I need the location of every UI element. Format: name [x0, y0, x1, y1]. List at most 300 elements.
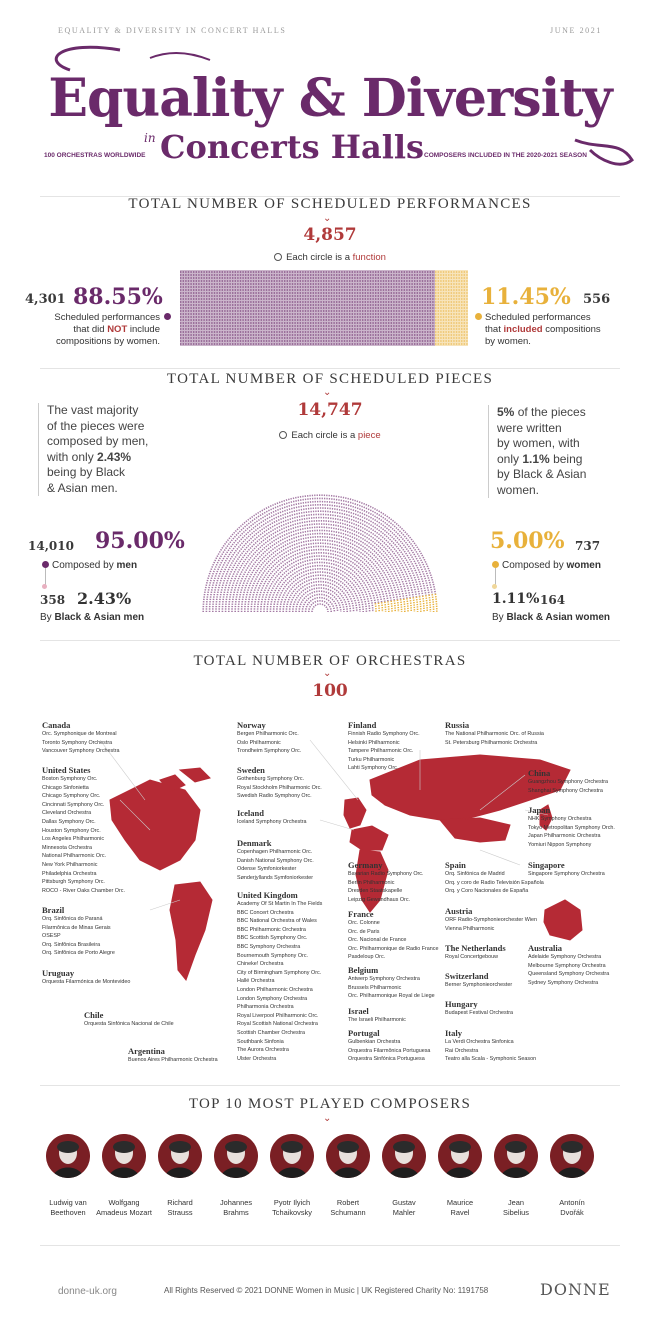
list-item: Boston Symphony Orc.: [42, 776, 98, 782]
performances-title: TOTAL NUMBER OF SCHEDULED PERFORMANCES: [128, 196, 532, 212]
list-item: La Verdi Orchestra Sinfonica: [445, 1039, 514, 1045]
composer-portrait: [494, 1134, 538, 1178]
group-russia: [445, 720, 544, 747]
list-item: Japan Philharmonic Orchestra: [528, 833, 601, 840]
composer-name: [430, 1198, 490, 1218]
list-item: London Philharmonic Orchestra: [237, 986, 313, 993]
pieces-note-right: [488, 405, 627, 498]
list-item: Tokyo Metropolitan Symphony Orch.: [528, 824, 615, 831]
group-china: [528, 768, 608, 795]
list-item: Berlin Philharmonic: [348, 879, 395, 886]
arc-women: [429, 595, 430, 612]
list-item: Orq. Sinfônica de Porto Alegre: [42, 950, 115, 957]
list-item: Orc. Nacional de France: [348, 937, 407, 944]
ba-men-count: 358: [40, 593, 66, 607]
list-item: Royal Scottish National Orchestra: [237, 1021, 318, 1028]
performances-hint: [0, 252, 660, 263]
pieces-title: TOTAL NUMBER OF SCHEDULED PIECES: [166, 371, 494, 387]
desc2a: that did: [73, 324, 105, 335]
list-item: NHK Symphony Orchestra: [528, 816, 592, 822]
country-label: Finland: [348, 720, 377, 730]
note-part: with only: [47, 449, 94, 464]
gold-dot: [475, 313, 482, 320]
ba-women-count: 164: [540, 593, 566, 607]
circle-icon: [274, 253, 282, 261]
footer-site[interactable]: donne-uk.org: [58, 1286, 117, 1297]
composer-last: Schumann: [330, 1208, 366, 1217]
composer-first: Pyotr Ilyich: [273, 1198, 311, 1207]
list-item: Trondheim Symphony Orc.: [237, 748, 302, 755]
group-australia: [528, 943, 609, 987]
purple-dot: [164, 313, 171, 320]
world-map: [0, 700, 660, 1100]
light-gold-dot: [492, 584, 497, 589]
composer-portrait: [158, 1134, 202, 1178]
list-item: Orq. Sinfônica do Paraná: [42, 916, 103, 922]
list-item: Los Angeles Philharmonic: [42, 836, 105, 843]
composer-last: Amadeus Mozart: [96, 1208, 152, 1217]
divider: [40, 368, 620, 369]
list-item: Iceland Symphony Orchestra: [237, 819, 307, 825]
desc2b: included: [503, 324, 543, 335]
list-item: Vienna Philharmonic: [445, 925, 495, 932]
list-item: Bavarian Radio Symphony Orc.: [348, 871, 424, 877]
list-item: Scottish Chamber Orchestra: [237, 1029, 306, 1036]
list-item: BBC Scottish Symphony Orc.: [237, 935, 308, 942]
perf-right-desc3: by women.: [485, 336, 531, 347]
country-label: Denmark: [237, 838, 272, 848]
hint-prefix: Each circle is a: [286, 252, 350, 263]
list-item: Berner Symphonieorchester: [445, 982, 513, 988]
list-item: Pasdeloup Orc.: [348, 954, 386, 961]
desc2b: NOT: [107, 324, 128, 335]
arc-women: [397, 600, 398, 612]
list-item: Shanghai Symphony Orchestra: [528, 787, 603, 794]
list-item: Orq. Sinfónica de Madrid: [445, 871, 505, 877]
list-item: ORF Radio-Symphonieorchester Wien: [445, 917, 537, 923]
list-item: Turku Philharmonic: [348, 756, 395, 763]
composer-name: [318, 1198, 378, 1218]
note-line: The vast majority: [47, 403, 139, 417]
perf-left-desc1: Scheduled performances: [54, 312, 160, 323]
country-label: Iceland: [237, 808, 264, 818]
list-item: Orquesta Filarmónica de Montevideo: [42, 979, 131, 985]
group-france: [348, 909, 439, 962]
pieces-total: 14,747: [297, 400, 363, 420]
perf-right-desc: [485, 312, 615, 348]
composer-last: Tchaikovsky: [272, 1208, 312, 1217]
list-item: Orc. de Paris: [348, 928, 380, 935]
list-item: Buenos Aires Philharmonic Orchestra: [128, 1057, 218, 1063]
men-pct: 95.00%: [95, 528, 185, 554]
country-label: Israel: [348, 1006, 369, 1016]
group-belgium: [348, 965, 435, 1001]
list-item: Odense Symfoniorkester: [237, 866, 297, 873]
circle-icon: [279, 431, 287, 439]
country-label: Australia: [528, 943, 562, 953]
chevron-down-icon: ⌄: [323, 1113, 332, 1124]
list-item: Orc. Philharmonique Royal de Liege: [348, 993, 435, 1000]
composer-portrait: [326, 1134, 370, 1178]
list-item: Philharmonia Orchestra: [237, 1004, 294, 1011]
group-portugal: [348, 1028, 430, 1064]
note-line: [47, 450, 187, 466]
country-label: Switzerland: [445, 971, 489, 981]
list-item: BBC National Orchestra of Wales: [237, 918, 317, 925]
list-item: Cincinnati Symphony Orc.: [42, 801, 105, 808]
note-line: [497, 452, 627, 468]
list-item: Yomiuri Nippon Symphony: [528, 841, 592, 848]
label-part: Composed by: [502, 560, 564, 571]
men-label: [52, 560, 137, 571]
composer-portrait: [102, 1134, 146, 1178]
gold-dot: [492, 561, 499, 568]
list-item: Pittsburgh Symphony Orc.: [42, 879, 105, 886]
composer-first: Jean: [507, 1198, 525, 1207]
group-germany: [348, 860, 424, 904]
list-item: Cleveland Orchestra: [42, 810, 92, 817]
list-item: Orq. y coro de Radio Televisión Española: [445, 879, 544, 886]
group-sweden: [237, 765, 322, 801]
list-item: Bournemouth Symphony Orc.: [237, 952, 309, 959]
label-part: women: [566, 560, 601, 571]
group-italy: [445, 1028, 536, 1064]
list-item: Chineke! Orchestra: [237, 961, 284, 968]
arc-women: [385, 602, 386, 612]
country-label: Italy: [445, 1028, 462, 1038]
note-line: by women, with: [497, 436, 580, 450]
list-item: Sønderjyllands Symfoniorkester: [237, 874, 314, 881]
note-line: women.: [497, 482, 540, 497]
group-switzerland: [445, 971, 512, 990]
country-label: Belgium: [348, 965, 379, 975]
list-item: Orquestra Filarmônica Portuguesa: [348, 1047, 431, 1054]
list-item: Adelaide Symphony Orchestra: [528, 954, 602, 960]
list-item: Finnish Radio Symphony Orc.: [348, 731, 420, 737]
main-title-line1: Equality & Diversity: [48, 68, 612, 129]
group-denmark: [237, 838, 314, 882]
list-item: Swedish Radio Symphony Orc.: [237, 793, 312, 800]
composer-portrait: [214, 1134, 258, 1178]
desc2c: compositions: [545, 324, 601, 335]
note-part: of the pieces: [517, 405, 586, 419]
arc-women: [435, 594, 436, 612]
hint-word: piece: [357, 430, 381, 441]
country-label: Argentina: [128, 1046, 165, 1056]
subtitle-right: COMPOSERS INCLUDED IN THE 2020-2021 SEASON: [424, 152, 587, 159]
list-item: The Israeli Philharmonic: [348, 1017, 406, 1023]
header-left: EQUALITY & DIVERSITY IN CONCERT HALLS: [58, 26, 287, 35]
header-right: JUNE 2021: [550, 26, 602, 35]
label-part: By: [492, 612, 504, 623]
list-item: Rai Orchestra: [445, 1047, 479, 1054]
composer-first: Johannes: [219, 1198, 253, 1207]
arc-men: [309, 601, 331, 612]
list-item: ROCO - River Oaks Chamber Orc.: [42, 887, 125, 894]
note-line: & Asian men.: [47, 480, 118, 495]
arc-women: [426, 595, 427, 612]
composer-name: [374, 1198, 434, 1218]
list-item: Oslo Philharmonic: [237, 739, 281, 746]
composer-portrait: [270, 1134, 314, 1178]
group-iceland: [237, 808, 307, 827]
label-part: Composed by: [52, 560, 114, 571]
list-item: City of Birmingham Symphony Orc.: [237, 969, 322, 976]
group-hungary: [445, 999, 513, 1018]
list-item: The Aurora Orchestra: [237, 1047, 289, 1054]
country-label: Uruguay: [42, 968, 75, 978]
perf-left-desc3: compositions by women.: [55, 336, 160, 347]
list-item: Minnesota Orchestra: [42, 844, 93, 851]
arc-women: [394, 600, 395, 612]
perf-right-desc2: [485, 324, 615, 336]
composer-first: Maurice: [446, 1198, 474, 1207]
note-line: were written: [497, 420, 562, 435]
composer-portrait: [438, 1134, 482, 1178]
perf-right-pct: 11.45%: [481, 284, 571, 310]
subtitle-left: 100 ORCHESTRAS WORLDWIDE: [44, 152, 146, 159]
composer-last: Sibelius: [503, 1208, 529, 1217]
composer-last: Strauss: [167, 1208, 193, 1217]
list-item: Orq. Sinfônica Brasileira: [42, 941, 101, 948]
label-part: men: [116, 560, 138, 571]
note-line: composed by men,: [47, 434, 149, 448]
list-item: Philadelphia Orchestra: [42, 870, 97, 877]
pieces-semicircle-chart: [200, 446, 440, 618]
arc-women: [391, 601, 392, 612]
composer-name: [38, 1198, 98, 1218]
note-line: [497, 405, 627, 421]
country-label: Spain: [445, 860, 466, 870]
list-item: Teatro alla Scala - Symphonic Season: [445, 1056, 537, 1063]
list-item: Toronto Symphony Orchestra: [42, 739, 113, 746]
chevron-down-icon: ⌄: [323, 213, 332, 224]
list-item: Royal Stockholm Philharmonic Orc.: [237, 784, 322, 791]
composer-portrait: [46, 1134, 90, 1178]
pink-dot: [42, 584, 47, 589]
arc-women: [432, 594, 433, 612]
country-label: France: [348, 909, 374, 919]
perf-left-desc: [40, 312, 160, 348]
chevron-down-icon: ⌄: [323, 387, 332, 398]
group-austria: [445, 906, 537, 933]
composer-name: [150, 1198, 210, 1218]
country-label: United States: [42, 765, 91, 775]
list-item: Dresden Staatskapelle: [348, 888, 403, 895]
arc-women: [413, 597, 414, 612]
list-item: Queensland Symphony Orchestra: [528, 971, 610, 978]
list-item: Tampere Philharmonic Orc.: [348, 748, 414, 755]
list-item: Singapore Symphony Orchestra: [528, 871, 605, 877]
divider: [40, 1245, 620, 1246]
divider: [40, 640, 620, 641]
list-item: London Symphony Orchestra: [237, 995, 308, 1002]
list-item: Chicago Symphony Orc.: [42, 793, 101, 800]
perf-left-desc2: [40, 324, 160, 336]
composer-last: Ravel: [450, 1208, 470, 1217]
country-label: Sweden: [237, 765, 265, 775]
orchestras-title: TOTAL NUMBER OF ORCHESTRAS: [193, 653, 467, 669]
composer-first: Richard: [167, 1198, 193, 1207]
footer-logo: DONNE: [540, 1280, 611, 1299]
label-part: Black & Asian men: [54, 612, 145, 623]
arc-women: [378, 603, 379, 612]
perf-left-count: 4,301: [25, 292, 66, 307]
purple-dot: [42, 561, 49, 568]
arc-women: [404, 599, 405, 612]
divider: [40, 1085, 620, 1086]
country-label: The Netherlands: [445, 943, 506, 953]
note-part: 1.1%: [522, 451, 550, 466]
main-title-line2: Concerts Halls: [160, 128, 425, 166]
country-label: Hungary: [445, 999, 478, 1009]
note-part: only: [497, 451, 520, 466]
list-item: National Philharmonic Orc.: [42, 853, 107, 860]
list-item: Copenhagen Philharmonic Orc.: [237, 849, 313, 855]
composer-first: Ludwig van: [49, 1198, 87, 1207]
list-item: Gothenburg Symphony Orc.: [237, 776, 305, 782]
country-label: Portugal: [348, 1028, 380, 1038]
list-item: Orquesta Sinfónica Nacional de Chile: [84, 1021, 174, 1027]
list-item: The National Philharmonic Orc. of Russia: [445, 731, 544, 737]
composer-first: Gustav: [392, 1198, 416, 1207]
country-label: Brazil: [42, 905, 65, 915]
group-canada: [42, 720, 120, 756]
group-argentina: [128, 1046, 218, 1065]
note-line: by Black & Asian: [497, 467, 587, 481]
note-part: 2.43%: [97, 449, 132, 464]
composer-name: [262, 1198, 322, 1218]
composer-first: Antonín: [559, 1198, 585, 1207]
performances-total: 4,857: [303, 225, 357, 245]
arc-men: [312, 604, 328, 612]
group-brazil: [42, 905, 115, 958]
arc-women: [375, 603, 376, 612]
perf-right-count: 556: [583, 292, 611, 307]
list-item: Ulster Orchestra: [237, 1055, 277, 1062]
footer-rights: All Rights Reserved © 2021 DONNE Women in Music | UK Registered Charity No: 1191758: [164, 1286, 489, 1295]
list-item: St. Petersburg Philharmonic Orchestra: [445, 739, 538, 746]
list-item: Leipzig Gewandhaus Orc.: [348, 896, 411, 903]
main-title-in: in: [144, 131, 156, 145]
composer-last: Beethoven: [50, 1208, 86, 1217]
country-label: China: [528, 768, 551, 778]
composers-title: TOP 10 MOST PLAYED COMPOSERS: [188, 1096, 472, 1112]
list-item: OSESP: [42, 933, 61, 940]
composer-last: Dvořák: [560, 1208, 584, 1217]
arc-women: [423, 596, 424, 612]
arc-men: [306, 598, 335, 612]
list-item: Academy Of St Martin In The Fields: [237, 901, 323, 907]
country-label: Japan: [528, 805, 551, 815]
composer-portrait: [550, 1134, 594, 1178]
arc-women: [401, 599, 402, 612]
list-item: Lahti Symphony Orc.: [348, 765, 399, 772]
pieces-note-left: [38, 403, 187, 496]
group-japan: [528, 805, 615, 849]
list-item: Orq. y Coro Nacionales de España: [445, 888, 529, 895]
composer-name: [486, 1198, 546, 1218]
list-item: Brussels Philharmonic: [348, 984, 402, 991]
list-item: Houston Symphony Orc.: [42, 827, 101, 834]
men-count: 14,010: [28, 539, 74, 553]
list-item: Hallé Orchestra: [237, 978, 275, 985]
list-item: New York Philharmonic: [42, 861, 98, 868]
country-label: Singapore: [528, 860, 565, 870]
hint-word: function: [352, 252, 386, 263]
list-item: Budapest Festival Orchestra: [445, 1010, 514, 1016]
group-netherlands: [445, 943, 506, 962]
women-label: [502, 560, 601, 571]
list-item: Royal Concertgebouw: [445, 954, 499, 960]
list-item: Antwerp Symphony Orchestra: [348, 976, 420, 982]
list-item: Southbank Sinfonia: [237, 1038, 284, 1045]
group-united-kingdom: [237, 890, 322, 1063]
list-item: Bergen Philharmonic Orc.: [237, 731, 299, 737]
list-item: BBC Symphony Orchestra: [237, 943, 301, 950]
list-item: Sydney Symphony Orchestra: [528, 979, 599, 986]
perf-right-desc1: Scheduled performances: [485, 312, 591, 323]
ba-women-pct: 1.11%: [492, 591, 540, 607]
list-item: Helsinki Philharmonic: [348, 739, 400, 746]
orchestras-total: 100: [312, 681, 348, 701]
arc-women: [407, 598, 408, 612]
list-item: Gulbenkian Orchestra: [348, 1039, 401, 1045]
list-item: Royal Liverpool Philharmonic Orc.: [237, 1012, 319, 1019]
note-line: of the pieces were: [47, 418, 145, 433]
composer-last: Mahler: [392, 1208, 416, 1217]
list-item: BBC Philharmonic Orchestra: [237, 926, 306, 933]
note-part: being: [553, 451, 583, 466]
ba-men-label: [40, 612, 144, 623]
country-label: United Kingdom: [237, 890, 298, 900]
note-part: 5%: [497, 405, 515, 419]
composer-name: [94, 1198, 154, 1218]
list-item: Orc. Colonne: [348, 920, 380, 926]
group-norway: [237, 720, 301, 756]
group-singapore: [528, 860, 605, 879]
country-label: Norway: [237, 720, 266, 730]
performances-waffle: [180, 270, 468, 346]
ba-women-label: [492, 612, 610, 623]
group-finland: [348, 720, 420, 773]
chevron-down-icon: ⌄: [323, 668, 332, 679]
list-item: Orquestra Sinfónica Portuguesa: [348, 1056, 425, 1063]
label-part: By: [40, 612, 52, 623]
list-item: Guangzhou Symphony Orchestra: [528, 779, 609, 785]
note-line: being by Black: [47, 465, 126, 479]
arc-women: [410, 598, 411, 612]
list-item: Filarmônica de Minas Gerais: [42, 924, 111, 931]
desc2c: include: [129, 324, 160, 335]
list-item: Orc. Symphonique de Montreal: [42, 731, 117, 737]
arc-women: [388, 601, 389, 612]
composer-first: Wolfgang: [108, 1198, 140, 1207]
list-item: Vancouver Symphony Orchestra: [42, 748, 120, 755]
arc-women: [382, 602, 383, 612]
group-uruguay: [42, 968, 130, 987]
list-item: BBC Concert Orchestra: [237, 909, 294, 916]
desc2a: that: [485, 324, 501, 335]
country-label: Austria: [445, 906, 473, 916]
group-united-states: [42, 765, 125, 895]
composer-last: Brahms: [223, 1208, 249, 1217]
list-item: Orc. Philharmonique de Radio France: [348, 945, 439, 952]
arc-women: [420, 596, 421, 612]
country-label: Chile: [84, 1010, 104, 1020]
list-item: Melbourne Symphony Orchestra: [528, 962, 606, 969]
country-label: Canada: [42, 720, 71, 730]
